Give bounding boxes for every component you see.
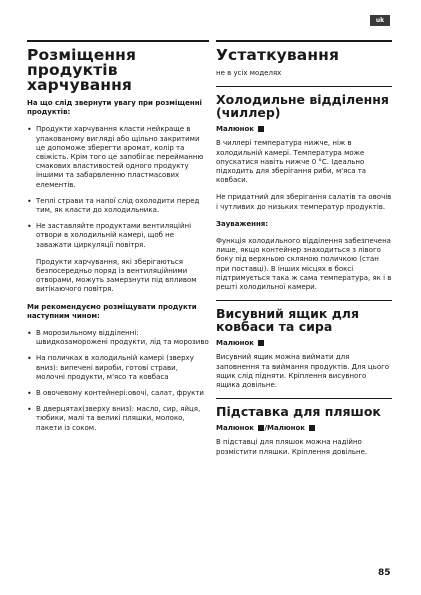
paragraph: В чиллері температура нижче, ніж в холодильній камері. Температура може опускатися навіть нижче 0 °C. Ідеально підходить для зберігання риби, м'яса та ковбаси.	[216, 139, 367, 185]
note-label: Зауваження:	[216, 219, 269, 228]
figure-ref: Малюнок	[216, 339, 392, 348]
placement-list	[27, 125, 209, 249]
title-rule	[27, 40, 209, 42]
subtitle: не в усіх моделях	[216, 69, 282, 77]
list-item: • Теплі страви та напої слід охолодити перед тим, як класти до холодильника.	[27, 197, 209, 215]
section-rule	[216, 398, 392, 399]
subsection-title-bottle-rack: Підставка для пляшок	[216, 404, 381, 420]
recommend-list	[27, 329, 209, 433]
page-number: 85	[378, 568, 391, 578]
figure-square-icon	[309, 425, 315, 431]
title-rule	[216, 40, 392, 42]
list-item: • В дверцятах(зверху вниз): масло, сир, яйця, тюбики, малі та великі пляшки, молоко, пакети із соком.	[27, 405, 209, 433]
figure-ref: Малюнок /Малюнок	[216, 424, 392, 433]
list-item-continuation: Продукти харчування, які зберігаються безпосередньо поряд із вентиляційними отворами, можуть замерзнути під впливом витікаючого повітря.	[36, 257, 197, 294]
paragraph: Не придатний для зберігання салатів та овочів і чутливих до низьких температур продуктів.	[216, 193, 392, 211]
language-badge: uk	[370, 15, 390, 26]
subsection-title-chiller: Холодильне відділення (чиллер)	[216, 92, 389, 121]
section-title-placement: Розміщення продуктів харчування	[27, 46, 137, 94]
paragraph: В підставці для пляшок можна надійно розмістити пляшки. Кріплення довільне.	[216, 438, 368, 456]
left-column	[27, 40, 209, 441]
figure-ref: Малюнок	[216, 125, 392, 134]
list-item: • На поличках в холодильній камері (зверху вниз): випечені вироби, готові страви, молочні продукти, м'ясо та ковбаса	[27, 354, 209, 382]
list-item: • Не заставляйте продуктами вентиляційні отвори в холодильній камері, щоб не заважати циркуляції повітря.	[27, 222, 209, 250]
section-rule	[216, 86, 392, 87]
figure-square-icon	[258, 340, 264, 346]
figure-square-icon	[258, 126, 264, 132]
list-item: • Продукти харчування класти нейкраще в упакованому вигляді або щільно закритими це допоможе зберегти аромат, колір та свіжість. Крім того це запобігає перейманню смакових властивостей одного продукту іншими та забарвленню пластмасових елементів.	[27, 125, 209, 189]
paragraph: Висувний ящик можна виймати для заповнення та виймання продуктів. Для цього ящик слід підняти. Кріплення висувного ящика довільне.	[216, 353, 390, 390]
note-text: Функція холодильного відділення забезпечена лише, якщо контейнер знаходиться з лівого боку під верхньою скляною поличкою (стан при поставці). В інших місцях в боксі підтримується така ж сама температура, як і в решті холодильної камери.	[216, 237, 392, 292]
recommend-text: Ми рекомендуємо розміщувати продукти наступним чином:	[27, 302, 197, 320]
subsection-title-drawer: Висувний ящик для ковбаси та сира	[216, 306, 359, 335]
intro-text: На що слід звернути увагу при розміщенні продуктів:	[27, 99, 202, 117]
list-item: • В морозильному відділенні: швидкозаморожені продукти, лід та морозиво	[27, 329, 209, 347]
right-column	[216, 40, 392, 465]
section-title-equipment: Устаткування	[216, 46, 340, 64]
list-item: • В овочевому контейнері:овочі, салат, фрукти	[27, 389, 209, 398]
section-rule	[216, 300, 392, 301]
